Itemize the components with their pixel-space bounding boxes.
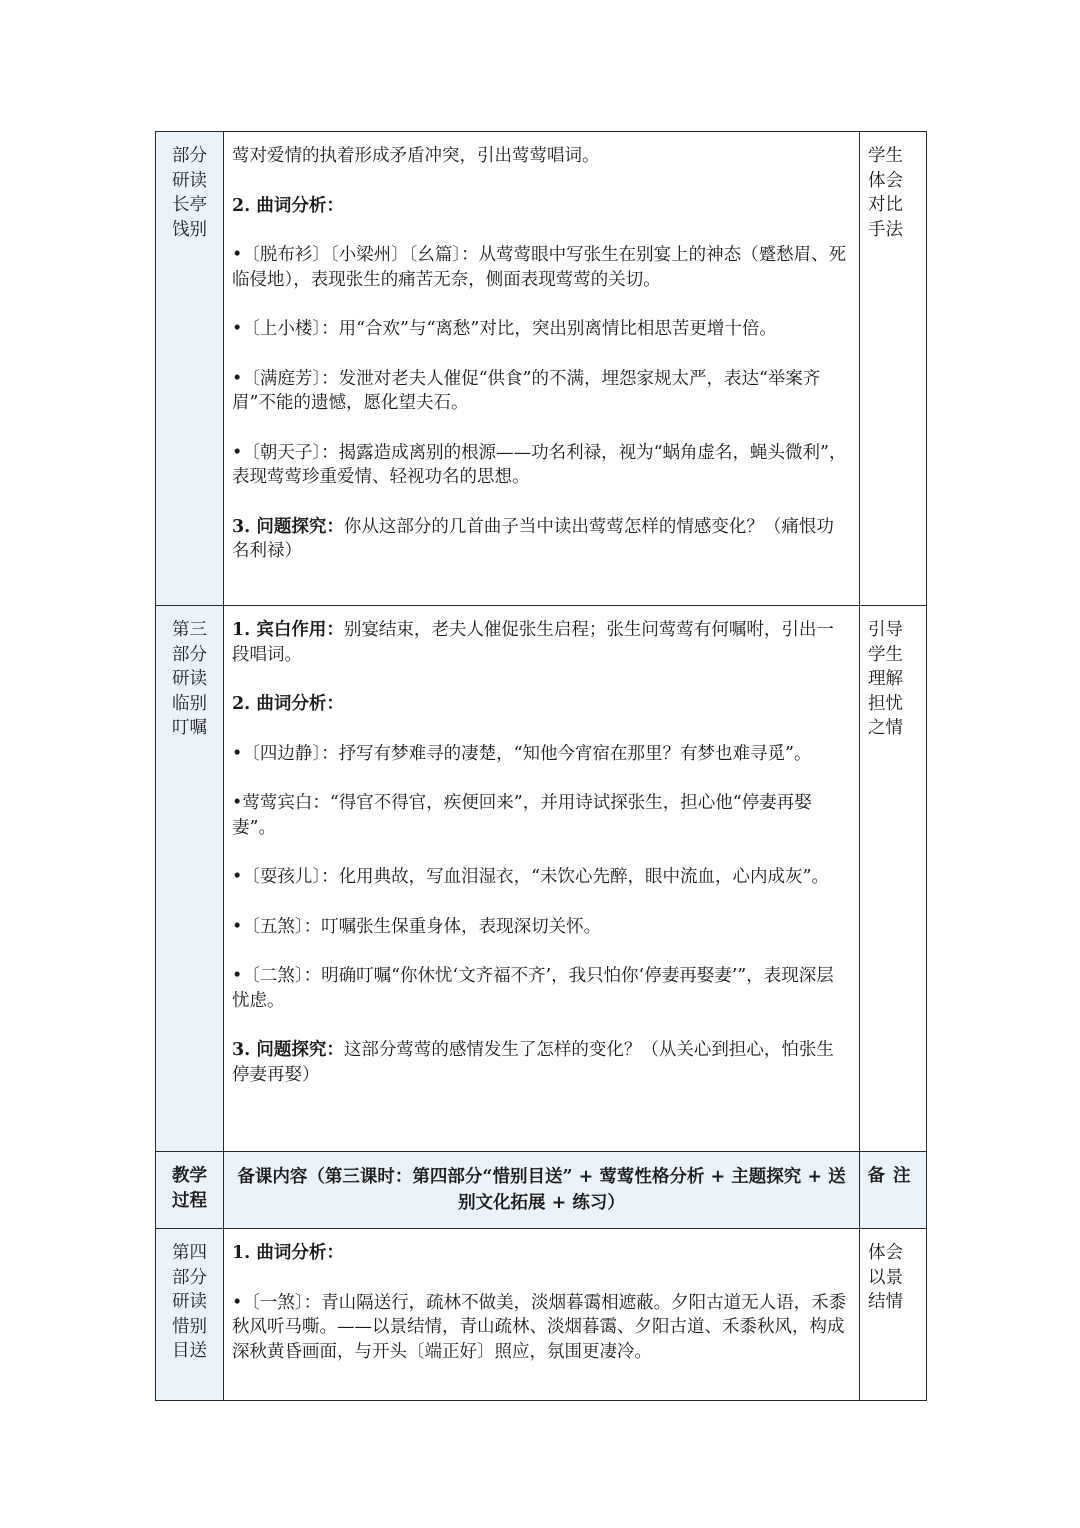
paragraph [232, 515, 851, 564]
header-process-label: 教学过程 [172, 1166, 207, 1211]
paragraph-text: 这部分莺莺的感情发生了怎样的变化？（从关心到担心，怕张生停妻再娶） [232, 1040, 834, 1085]
header-process-cell [156, 1152, 224, 1229]
paragraph-text: •〔二煞〕：明确叮嘱“你休忧‘文齐福不齐’，我只怕你‘停妻再娶妻’”，表现深层忧虑。 [232, 966, 834, 1011]
paragraph [232, 317, 851, 342]
content-cell [224, 606, 860, 1152]
paragraph [232, 367, 851, 416]
paragraph-heading: 2. 曲词分析： [232, 195, 344, 216]
paragraph [232, 194, 851, 219]
paragraph [232, 441, 851, 490]
paragraph-heading: 3. 问题探究： [232, 516, 344, 537]
paragraph [232, 243, 851, 292]
header-note-label: 备注 [867, 1166, 919, 1186]
lesson-plan-table [155, 131, 927, 1401]
note-text: 学生体会对比手法 [868, 146, 903, 240]
paragraph-text: •〔耍孩儿〕：化用典故，写血泪湿衣，“未饮心先醉，眼中流血，心内成灰”。 [232, 867, 829, 887]
paragraph [232, 915, 851, 940]
note-text: 引导学生理解担忧之情 [868, 620, 903, 738]
paragraph [232, 1038, 851, 1087]
paragraph-text: •〔一煞〕：青山隔送行，疏林不做美，淡烟暮霭相遮蔽。夕阳古道无人语，禾黍秋风听马嘶。——以景结情，青山疏林、淡烟暮霭、夕阳古道、禾黍秋风，构成深秋黄昏画面，与开头〔端正好〕照应，氛围更凄冷。 [232, 1292, 847, 1362]
note-cell [860, 132, 927, 606]
paragraph [232, 1291, 851, 1365]
paragraph [232, 742, 851, 767]
paragraph-text: •〔朝天子〕：揭露造成离别的根源——功名利禄，视为“蜗角虚名，蝇头微利”，表现莺莺珍重爱情、轻视功名的思想。 [232, 442, 847, 487]
paragraph-heading: 2. 曲词分析： [232, 694, 344, 714]
paragraph-text: •〔脱布衫〕〔小梁州〕〔幺篇〕：从莺莺眼中写张生在别宴上的神态（蹙愁眉、死临侵地），表现张生的痛苦无奈，侧面表现莺莺的关切。 [232, 245, 847, 290]
section-label: 部分研读长亭饯别 [172, 146, 207, 240]
paragraph-text: •〔五煞〕：叮嘱张生保重身体，表现深切关怀。 [232, 916, 602, 937]
paragraph-heading: 1. 曲词分析： [232, 1243, 344, 1263]
section-label: 第四部分研读惜别目送 [172, 1243, 207, 1361]
content-cell [224, 132, 860, 606]
paragraph-text: 你从这部分的几首曲子当中读出莺莺怎样的情感变化？（痛恨功名利禄） [232, 516, 834, 561]
note-cell [860, 606, 927, 1152]
paragraph-text: •〔四边静〕：抒写有梦难寻的凄楚，“知他今宵宿在那里？有梦也难寻觅”。 [232, 743, 812, 764]
lesson-plan-page [155, 131, 926, 1401]
paragraph [232, 964, 851, 1013]
section-label: 第三部分研读临别叮嘱 [172, 620, 207, 738]
section-cell [156, 606, 224, 1152]
header-note-cell [860, 1152, 927, 1229]
note-text: 体会以景结情 [868, 1243, 903, 1312]
section-cell [156, 1229, 224, 1401]
content-cell [224, 1229, 860, 1401]
paragraph-text: 莺对爱情的执着形成矛盾冲突，引出莺莺唱词。 [232, 146, 600, 166]
table-row [156, 1229, 927, 1401]
table-row [156, 132, 927, 606]
paragraph [232, 1241, 851, 1266]
paragraph [232, 865, 851, 890]
paragraph-text: •莺莺宾白：“得官不得官，疾便回来”，并用诗试探张生，担心他“停妻再娶妻”。 [232, 793, 812, 838]
table-row [156, 606, 927, 1152]
paragraph-text: 别宴结束，老夫人催促张生启程；张生问莺莺有何嘱咐，引出一段唱词。 [232, 620, 834, 665]
section-cell [156, 132, 224, 606]
paragraph [232, 144, 851, 169]
paragraph-text: •〔满庭芳〕：发泄对老夫人催促“供食”的不满，埋怨家规太严，表达“举案齐眉”不能的遗憾，愿化望夫石。 [232, 368, 821, 413]
table-header-row [156, 1152, 927, 1229]
header-content-label: 备课内容（第三课时：第四部分“惜别目送” + 莺莺性格分析 + 主题探究 + 送别文化拓展 + 练习） [237, 1167, 846, 1213]
header-content-cell [224, 1152, 860, 1229]
paragraph [232, 618, 851, 667]
paragraph-text: •〔上小楼〕：用“合欢”与“离愁”对比，突出别离情比相思苦更增十倍。 [232, 319, 777, 339]
paragraph-heading: 1. 宾白作用： [232, 620, 344, 640]
paragraph [232, 692, 851, 717]
paragraph-heading: 3. 问题探究： [232, 1040, 344, 1060]
note-cell [860, 1229, 927, 1401]
paragraph [232, 791, 851, 840]
